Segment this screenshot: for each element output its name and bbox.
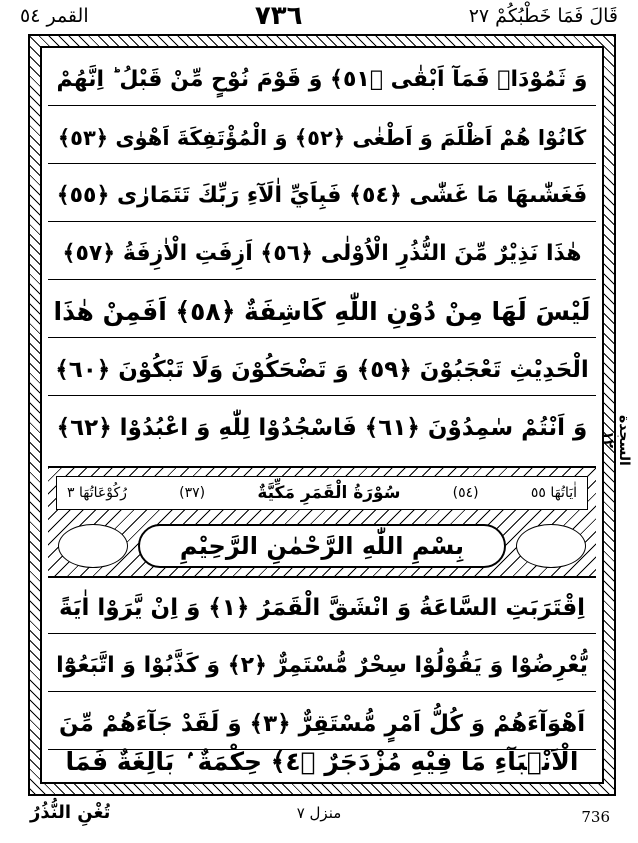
page-frame (28, 34, 616, 796)
page-footer (20, 800, 618, 836)
surah-info-bar (56, 476, 588, 510)
catchword: تُغْنِ النُّذُرُ (30, 802, 111, 823)
text-line (48, 402, 596, 454)
text-line (48, 54, 596, 106)
basmala: بِسْمِ اللّٰهِ الرَّحْمٰنِ الرَّحِيْمِ (179, 532, 465, 560)
page-number: 736 (581, 808, 610, 826)
text-line (48, 582, 596, 634)
text-line (48, 112, 596, 164)
verse-text: اَهْوَآءَهُمْ وَ كُلُّ اَمْرٍ مُّسْتَقِرٌّ ﴿٣﴾ وَ لَقَدْ جَآءَهُمْ مِّنَ (58, 710, 586, 737)
verse-text: اِقْتَرَبَتِ السَّاعَةُ وَ انْشَقَّ الْقَمَرُ ﴿١﴾ وَ اِنْ يَّرَوْا اٰيَةً (58, 594, 586, 621)
text-line (48, 344, 596, 396)
ornament-right (516, 524, 586, 568)
manzil-label: منزل ٧ (296, 804, 342, 822)
text-line (48, 640, 596, 692)
sajdah-marker: السجدة ١٢ (600, 414, 632, 466)
surah-order: (٥٤) (452, 485, 479, 501)
verse-text: كَانُوْا هُمْ اَظْلَمَ وَ اَطْغٰى ﴿٥٢﴾ وَ الْمُؤْتَفِكَةَ اَهْوٰى ﴿٥٣﴾ (57, 125, 587, 150)
text-line (48, 170, 596, 222)
verse-text: لَيْسَ لَهَا مِنْ دُوْنِ اللّٰهِ كَاشِفَةٌ ﴿٥٨﴾ اَفَمِنْ هٰذَا (53, 297, 591, 326)
surah-banner (48, 466, 596, 578)
verse-text: فَغَشّٰىهَا مَا غَشّٰى ﴿٥٤﴾ فَبِاَيِّ اٰلَآءِ رَبِّكَ تَتَمَارٰى ﴿٥٥﴾ (56, 183, 588, 208)
text-line (48, 736, 596, 786)
page-number-arabic: ٧٣٦ (254, 1, 303, 31)
ornament-left (58, 524, 128, 568)
verse-text: وَ اَنْتُمْ سٰمِدُوْنَ ﴿٦١﴾ فَاسْجُدُوْا لِلّٰهِ وَ اعْبُدُوْا ﴿٦٢﴾ (56, 415, 588, 441)
ayat-count: اٰيَاتُهَا ٥٥ (530, 485, 577, 501)
surah-name: سُوْرَةُ الْقَمَرِ مَكِّيَّةٌ (257, 483, 401, 503)
revelation-order: (٣٧) (179, 485, 206, 501)
text-line (48, 286, 596, 338)
text-line (48, 228, 596, 280)
ruku-count: رُكُوْعَاتُهَا ٣ (67, 485, 127, 501)
verse-text: الْحَدِيْثِ تَعْجَبُوْنَ ﴿٥٩﴾ وَ تَضْحَكُوْنَ وَلَا تَبْكُوْنَ ﴿٦٠﴾ (55, 356, 589, 383)
surah-title: القمر ٥٤ (20, 5, 89, 27)
text-area (40, 46, 604, 784)
verse-text: وَ ثَمُوْدَا۟ فَمَآ اَبْقٰى ﴿٥١﴾ وَ قَوْمَ نُوْحٍ مِّنْ قَبْلُ ؕ اِنَّهُمْ (56, 67, 588, 92)
verse-text: الْاَنْۢبَآءِ مَا فِيْهِ مُزْدَجَرٌ ﴿٤﴾ حِكْمَةٌ ۢ بَالِغَةٌ فَمَا (65, 746, 579, 776)
verse-text: هٰذَا نَذِيْرٌ مِّنَ النُّذُرِ الْاُوْلٰى ﴿٥٦﴾ اَزِفَتِ الْاٰزِفَةُ ﴿٥٧﴾ (62, 241, 582, 266)
verse-text: يُّعْرِضُوْا وَ يَقُوْلُوْا سِحْرٌ مُّسْتَمِرٌّ ﴿٢﴾ وَ كَذَّبُوْا وَ اتَّبَعُوْٓا (56, 653, 588, 678)
juz-title: قَالَ فَمَا خَطْبُكُمْ ٢٧ (468, 5, 618, 27)
page-header (20, 2, 618, 30)
basmala-cartouche (138, 524, 506, 568)
